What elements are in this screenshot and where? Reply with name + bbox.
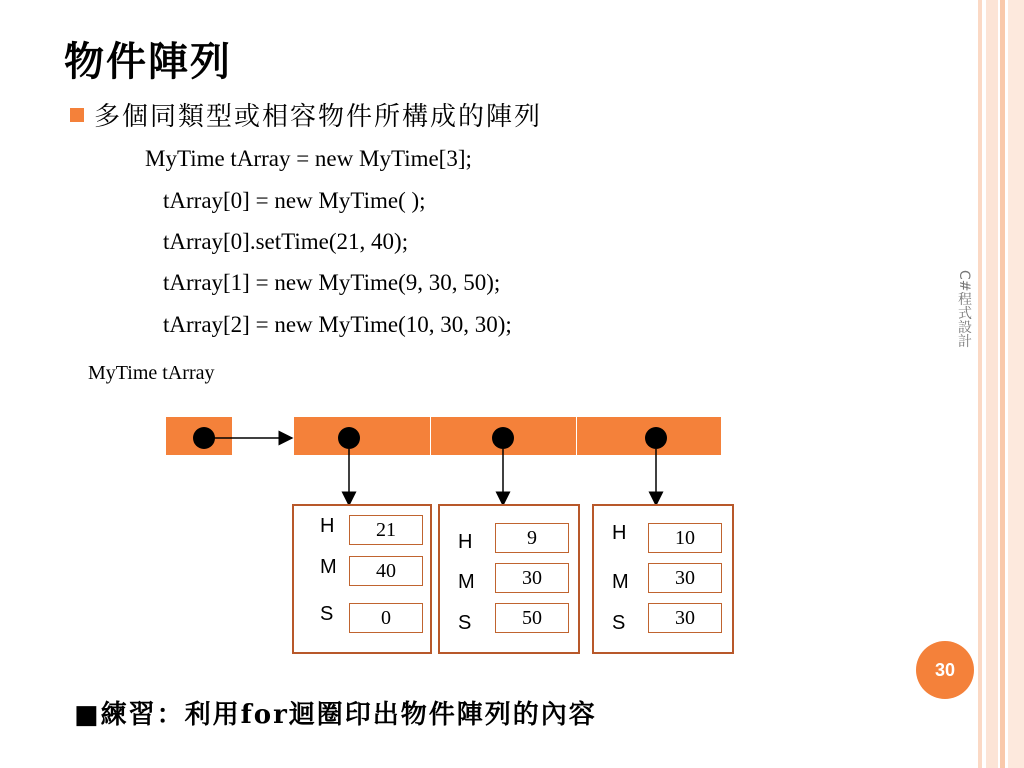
code-line: tArray[0] = new MyTime( ); (163, 188, 426, 213)
exercise-bullet: ■ (74, 700, 101, 730)
field-value: 0 (349, 603, 423, 633)
bullet-text: 多個同類型或相容物件所構成的陣列 (94, 102, 543, 132)
decor-stripe (1000, 0, 1005, 768)
code-line: tArray[0].setTime(21, 40); (163, 229, 409, 254)
page-number-badge: 30 (916, 641, 974, 699)
field-label: H (458, 531, 473, 553)
field-label: H (320, 515, 335, 537)
decor-stripe (978, 0, 982, 768)
field-value: 21 (349, 515, 423, 545)
field-label: H (612, 522, 627, 544)
bullet-point (70, 96, 542, 133)
bullet-square-icon (70, 108, 84, 122)
field-value: 9 (495, 523, 569, 553)
field-value: 40 (349, 556, 423, 586)
field-label: M (458, 571, 475, 593)
field-value: 30 (648, 563, 722, 593)
decor-stripe (1008, 0, 1024, 768)
reference-dot (645, 427, 667, 449)
course-side-label: C#程式設計 (956, 270, 972, 348)
reference-dot (193, 427, 215, 449)
field-label: M (612, 571, 629, 593)
reference-dot (338, 427, 360, 449)
exercise-text: 練習：利用for迴圈印出物件陣列的內容 (100, 700, 597, 730)
field-value: 50 (495, 603, 569, 633)
code-line: tArray[1] = new MyTime(9, 30, 50); (163, 270, 501, 295)
page-title: 物件陣列 (64, 38, 232, 85)
field-value: 30 (648, 603, 722, 633)
code-line: MyTime tArray = new MyTime[3]; (145, 146, 472, 171)
field-label: S (320, 603, 334, 625)
variable-label: MyTime tArray (88, 362, 215, 384)
field-label: S (458, 612, 472, 634)
exercise-line (74, 694, 597, 731)
field-value: 10 (648, 523, 722, 553)
code-line: tArray[2] = new MyTime(10, 30, 30); (163, 312, 512, 337)
field-label: S (612, 612, 626, 634)
field-label: M (320, 556, 337, 578)
reference-dot (492, 427, 514, 449)
array-cell (294, 417, 431, 455)
decor-stripe (986, 0, 998, 768)
field-value: 30 (495, 563, 569, 593)
